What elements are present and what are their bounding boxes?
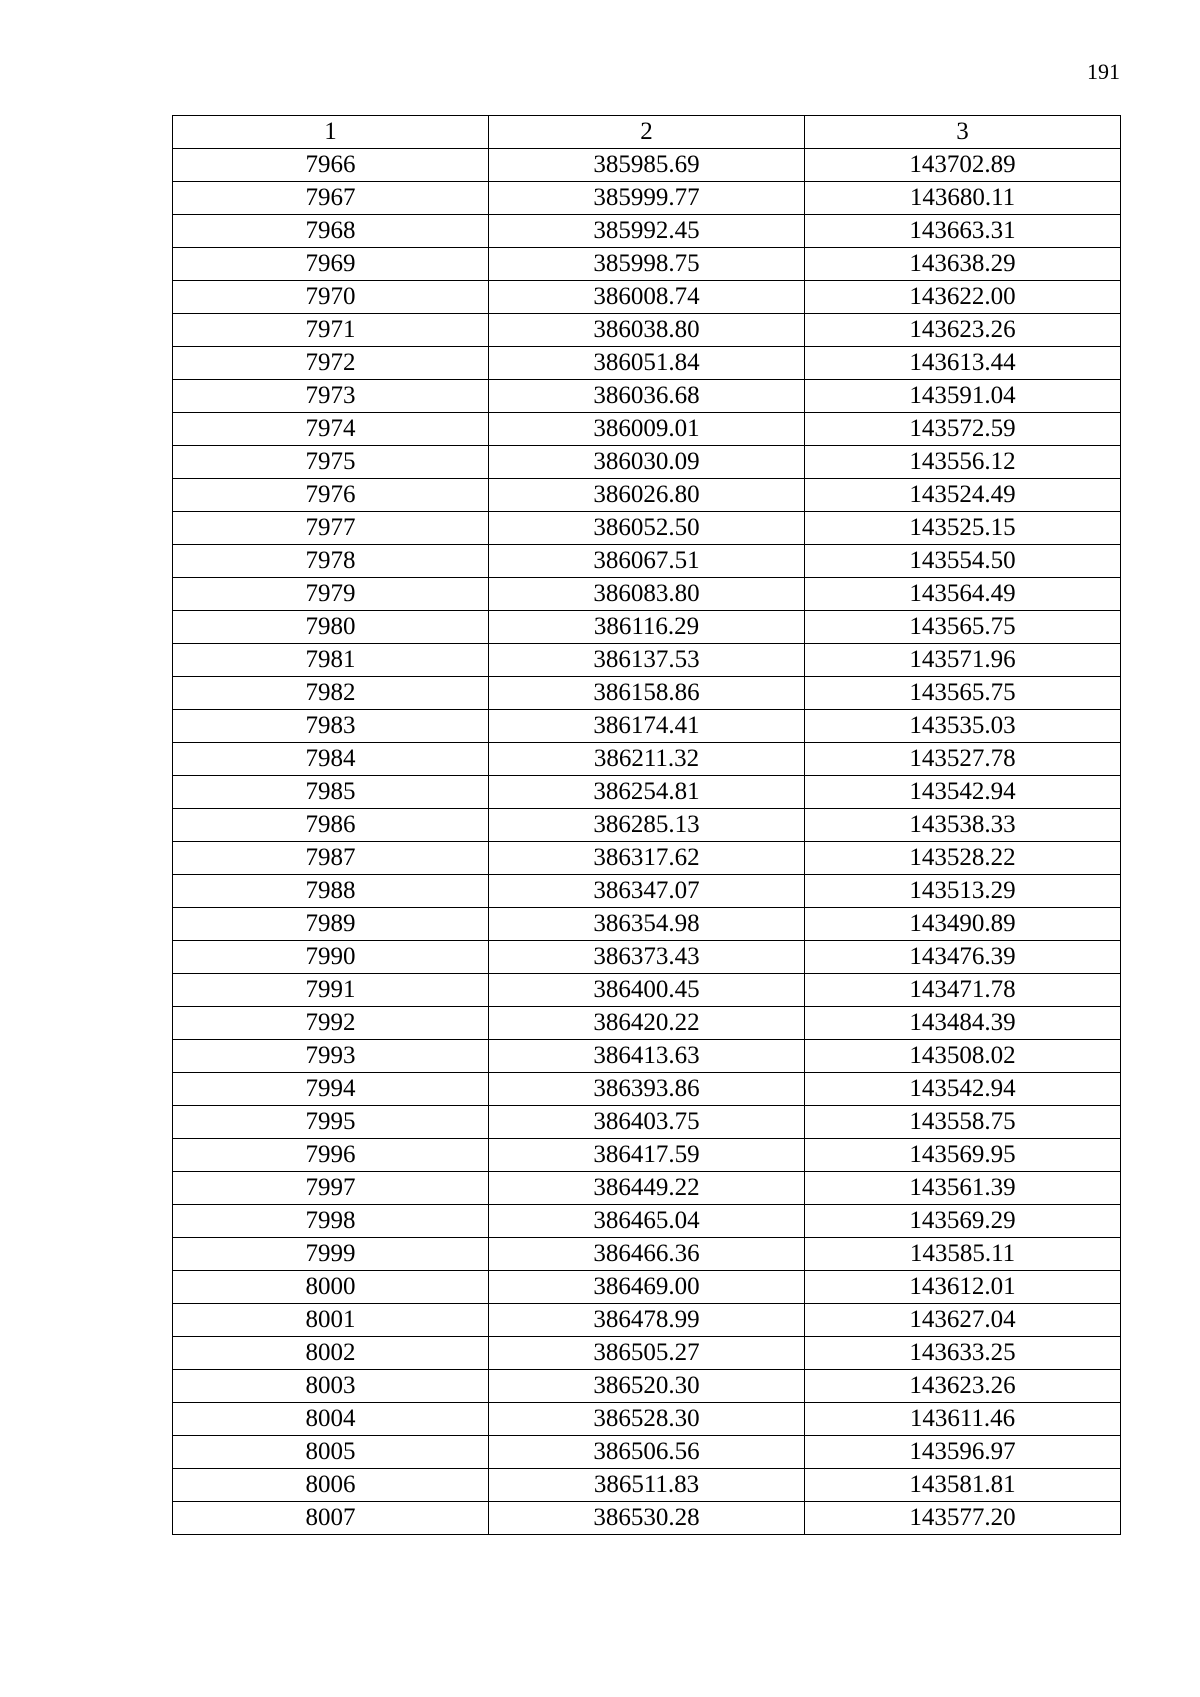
coordinate-y-cell: 143623.26	[805, 1370, 1121, 1403]
table-row	[173, 1106, 1121, 1139]
point-number-cell: 7973	[173, 380, 489, 413]
table-row	[173, 215, 1121, 248]
coordinate-x-cell: 385998.75	[489, 248, 805, 281]
table-body	[173, 149, 1121, 1535]
point-number-cell: 7999	[173, 1238, 489, 1271]
coordinate-y-cell: 143524.49	[805, 479, 1121, 512]
coordinate-x-cell: 386211.32	[489, 743, 805, 776]
point-number-cell: 8001	[173, 1304, 489, 1337]
coordinate-y-cell: 143577.20	[805, 1502, 1121, 1535]
point-number-cell: 7967	[173, 182, 489, 215]
point-number-cell: 7981	[173, 644, 489, 677]
point-number-cell: 8007	[173, 1502, 489, 1535]
coordinate-x-cell: 386354.98	[489, 908, 805, 941]
point-number-cell: 7989	[173, 908, 489, 941]
table-row	[173, 512, 1121, 545]
coordinate-y-cell: 143471.78	[805, 974, 1121, 1007]
table-row	[173, 1436, 1121, 1469]
coordinate-y-cell: 143490.89	[805, 908, 1121, 941]
coordinate-x-cell: 386174.41	[489, 710, 805, 743]
coordinate-y-cell: 143565.75	[805, 677, 1121, 710]
point-number-cell: 7978	[173, 545, 489, 578]
coordinate-x-cell: 386067.51	[489, 545, 805, 578]
coordinate-x-cell: 386506.56	[489, 1436, 805, 1469]
coordinate-x-cell: 386505.27	[489, 1337, 805, 1370]
point-number-cell: 7985	[173, 776, 489, 809]
point-number-cell: 7977	[173, 512, 489, 545]
table-row	[173, 1139, 1121, 1172]
page-number: 191	[1087, 59, 1120, 84]
coordinate-y-cell: 143569.29	[805, 1205, 1121, 1238]
table-row	[173, 281, 1121, 314]
coordinate-y-cell: 143525.15	[805, 512, 1121, 545]
coordinate-y-cell: 143508.02	[805, 1040, 1121, 1073]
coordinate-x-cell: 386420.22	[489, 1007, 805, 1040]
table-row	[173, 1172, 1121, 1205]
table-row	[173, 314, 1121, 347]
table-row	[173, 545, 1121, 578]
coordinate-y-cell: 143611.46	[805, 1403, 1121, 1436]
coordinate-x-cell: 386347.07	[489, 875, 805, 908]
coordinates-table	[172, 115, 1121, 1535]
point-number-cell: 7968	[173, 215, 489, 248]
table-header	[173, 116, 1121, 149]
coordinate-x-cell: 386158.86	[489, 677, 805, 710]
coordinate-x-cell: 386403.75	[489, 1106, 805, 1139]
coordinate-y-cell: 143591.04	[805, 380, 1121, 413]
coordinate-y-cell: 143633.25	[805, 1337, 1121, 1370]
coordinate-x-cell: 386528.30	[489, 1403, 805, 1436]
point-number-cell: 7970	[173, 281, 489, 314]
coordinate-y-cell: 143613.44	[805, 347, 1121, 380]
point-number-cell: 7993	[173, 1040, 489, 1073]
coordinate-y-cell: 143623.26	[805, 314, 1121, 347]
coordinate-x-cell: 386373.43	[489, 941, 805, 974]
coordinate-x-cell: 386116.29	[489, 611, 805, 644]
coordinate-x-cell: 386137.53	[489, 644, 805, 677]
column-header-2: 2	[489, 116, 805, 149]
coordinate-y-cell: 143622.00	[805, 281, 1121, 314]
coordinate-y-cell: 143556.12	[805, 446, 1121, 479]
point-number-cell: 7975	[173, 446, 489, 479]
table-row	[173, 1403, 1121, 1436]
point-number-cell: 7986	[173, 809, 489, 842]
coordinate-x-cell: 386530.28	[489, 1502, 805, 1535]
coordinate-y-cell: 143585.11	[805, 1238, 1121, 1271]
coordinate-x-cell: 386478.99	[489, 1304, 805, 1337]
table-row	[173, 644, 1121, 677]
coordinate-y-cell: 143581.81	[805, 1469, 1121, 1502]
point-number-cell: 7995	[173, 1106, 489, 1139]
coordinate-y-cell: 143627.04	[805, 1304, 1121, 1337]
header-row	[173, 116, 1121, 149]
coordinate-x-cell: 386417.59	[489, 1139, 805, 1172]
coordinate-x-cell: 386030.09	[489, 446, 805, 479]
coordinate-y-cell: 143565.75	[805, 611, 1121, 644]
coordinate-x-cell: 386469.00	[489, 1271, 805, 1304]
point-number-cell: 8003	[173, 1370, 489, 1403]
coordinate-y-cell: 143527.78	[805, 743, 1121, 776]
table-row	[173, 1469, 1121, 1502]
coordinate-y-cell: 143638.29	[805, 248, 1121, 281]
point-number-cell: 8006	[173, 1469, 489, 1502]
table-row	[173, 710, 1121, 743]
coordinate-y-cell: 143513.29	[805, 875, 1121, 908]
coordinate-x-cell: 386254.81	[489, 776, 805, 809]
table-row	[173, 1040, 1121, 1073]
coordinate-y-cell: 143663.31	[805, 215, 1121, 248]
point-number-cell: 8002	[173, 1337, 489, 1370]
coordinate-x-cell: 385999.77	[489, 182, 805, 215]
table-row	[173, 1238, 1121, 1271]
point-number-cell: 7982	[173, 677, 489, 710]
table-row	[173, 611, 1121, 644]
point-number-cell: 7988	[173, 875, 489, 908]
table-row	[173, 842, 1121, 875]
point-number-cell: 8005	[173, 1436, 489, 1469]
coordinate-x-cell: 386052.50	[489, 512, 805, 545]
column-header-1: 1	[173, 116, 489, 149]
point-number-cell: 7966	[173, 149, 489, 182]
coordinate-y-cell: 143554.50	[805, 545, 1121, 578]
coordinate-y-cell: 143542.94	[805, 1073, 1121, 1106]
point-number-cell: 7991	[173, 974, 489, 1007]
table-row	[173, 413, 1121, 446]
coordinate-x-cell: 386317.62	[489, 842, 805, 875]
table-row	[173, 578, 1121, 611]
table-row	[173, 182, 1121, 215]
coordinate-y-cell: 143596.97	[805, 1436, 1121, 1469]
coordinate-x-cell: 386285.13	[489, 809, 805, 842]
coordinate-y-cell: 143484.39	[805, 1007, 1121, 1040]
coordinate-y-cell: 143558.75	[805, 1106, 1121, 1139]
coordinate-x-cell: 386051.84	[489, 347, 805, 380]
coordinate-x-cell: 386511.83	[489, 1469, 805, 1502]
point-number-cell: 7998	[173, 1205, 489, 1238]
coordinate-y-cell: 143538.33	[805, 809, 1121, 842]
point-number-cell: 8004	[173, 1403, 489, 1436]
coordinate-x-cell: 385985.69	[489, 149, 805, 182]
coordinate-y-cell: 143612.01	[805, 1271, 1121, 1304]
table-row	[173, 875, 1121, 908]
point-number-cell: 8000	[173, 1271, 489, 1304]
table-row	[173, 248, 1121, 281]
table-row	[173, 1205, 1121, 1238]
coordinate-y-cell: 143542.94	[805, 776, 1121, 809]
coordinate-x-cell: 386413.63	[489, 1040, 805, 1073]
table-row	[173, 1271, 1121, 1304]
coordinate-y-cell: 143702.89	[805, 149, 1121, 182]
coordinate-x-cell: 386008.74	[489, 281, 805, 314]
point-number-cell: 7996	[173, 1139, 489, 1172]
coordinate-x-cell: 386036.68	[489, 380, 805, 413]
point-number-cell: 7979	[173, 578, 489, 611]
coordinate-x-cell: 386466.36	[489, 1238, 805, 1271]
coordinate-y-cell: 143680.11	[805, 182, 1121, 215]
coordinate-x-cell: 386465.04	[489, 1205, 805, 1238]
table-row	[173, 908, 1121, 941]
table-row	[173, 1370, 1121, 1403]
table-row	[173, 347, 1121, 380]
coordinate-x-cell: 385992.45	[489, 215, 805, 248]
table-row	[173, 1304, 1121, 1337]
table-row	[173, 974, 1121, 1007]
table-row	[173, 1337, 1121, 1370]
coordinate-y-cell: 143571.96	[805, 644, 1121, 677]
table-row	[173, 677, 1121, 710]
coordinate-y-cell: 143561.39	[805, 1172, 1121, 1205]
coordinate-x-cell: 386083.80	[489, 578, 805, 611]
point-number-cell: 7972	[173, 347, 489, 380]
table-row	[173, 809, 1121, 842]
coordinate-x-cell: 386449.22	[489, 1172, 805, 1205]
coordinate-x-cell: 386400.45	[489, 974, 805, 1007]
table-row	[173, 941, 1121, 974]
point-number-cell: 7984	[173, 743, 489, 776]
coordinate-y-cell: 143572.59	[805, 413, 1121, 446]
coordinate-x-cell: 386520.30	[489, 1370, 805, 1403]
coordinate-x-cell: 386026.80	[489, 479, 805, 512]
table-row	[173, 1007, 1121, 1040]
point-number-cell: 7980	[173, 611, 489, 644]
table-row	[173, 776, 1121, 809]
table-row	[173, 380, 1121, 413]
point-number-cell: 7976	[173, 479, 489, 512]
point-number-cell: 7994	[173, 1073, 489, 1106]
coordinate-x-cell: 386393.86	[489, 1073, 805, 1106]
coordinate-x-cell: 386038.80	[489, 314, 805, 347]
table-row	[173, 1502, 1121, 1535]
table-row	[173, 149, 1121, 182]
point-number-cell: 7971	[173, 314, 489, 347]
point-number-cell: 7992	[173, 1007, 489, 1040]
coordinate-y-cell: 143569.95	[805, 1139, 1121, 1172]
table-row	[173, 446, 1121, 479]
point-number-cell: 7997	[173, 1172, 489, 1205]
table-row	[173, 743, 1121, 776]
point-number-cell: 7983	[173, 710, 489, 743]
point-number-cell: 7969	[173, 248, 489, 281]
coordinate-y-cell: 143528.22	[805, 842, 1121, 875]
point-number-cell: 7974	[173, 413, 489, 446]
point-number-cell: 7990	[173, 941, 489, 974]
coordinate-y-cell: 143476.39	[805, 941, 1121, 974]
point-number-cell: 7987	[173, 842, 489, 875]
coordinate-x-cell: 386009.01	[489, 413, 805, 446]
coordinate-y-cell: 143564.49	[805, 578, 1121, 611]
column-header-3: 3	[805, 116, 1121, 149]
table-row	[173, 1073, 1121, 1106]
coordinate-y-cell: 143535.03	[805, 710, 1121, 743]
table-row	[173, 479, 1121, 512]
